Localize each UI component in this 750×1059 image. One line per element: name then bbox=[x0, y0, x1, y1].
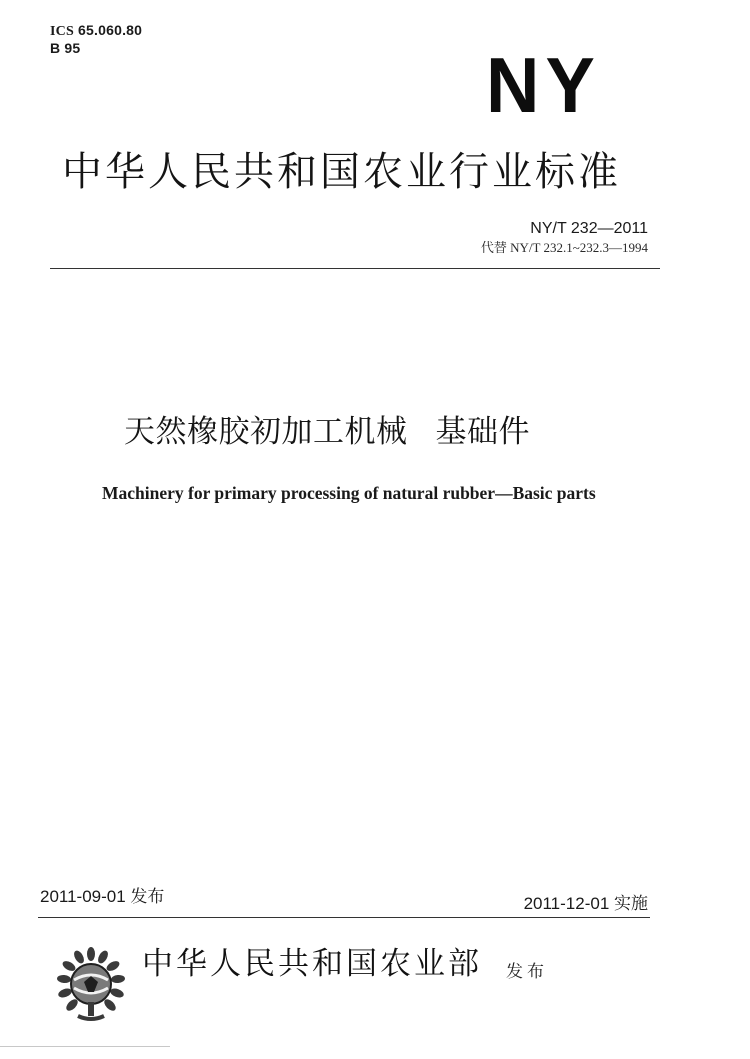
classification-codes bbox=[50, 22, 142, 57]
publisher-action: 发布 bbox=[506, 962, 548, 982]
ics-label: ICS bbox=[50, 24, 74, 39]
ccs-code: B 95 bbox=[50, 40, 81, 56]
standard-number: NY/T 232—2011 bbox=[530, 220, 648, 237]
document-title-english: Machinery for primary processing of natural rubber—Basic parts bbox=[102, 483, 596, 503]
title-main: 天然橡胶初加工机械 bbox=[124, 414, 408, 450]
ics-code-row bbox=[50, 22, 142, 40]
publisher-name: 中华人民共和国农业部 bbox=[142, 946, 482, 982]
organization-title: 中华人民共和国农业行业标准 bbox=[62, 149, 621, 195]
issue-date: 2011-09-01 发布 bbox=[40, 887, 165, 906]
ministry-emblem-icon bbox=[50, 944, 132, 1026]
header-divider bbox=[50, 268, 660, 269]
ny-logo: NY bbox=[486, 41, 601, 129]
scan-edge-line bbox=[0, 1046, 170, 1047]
replaces-standard: 代替 NY/T 232.1~232.3—1994 bbox=[480, 240, 648, 255]
document-title-chinese bbox=[124, 412, 530, 452]
implementation-date: 2011-12-01 实施 bbox=[523, 894, 648, 913]
ics-code: 65.060.80 bbox=[78, 22, 143, 38]
title-sub: 基础件 bbox=[435, 414, 530, 450]
footer-divider bbox=[38, 917, 650, 918]
